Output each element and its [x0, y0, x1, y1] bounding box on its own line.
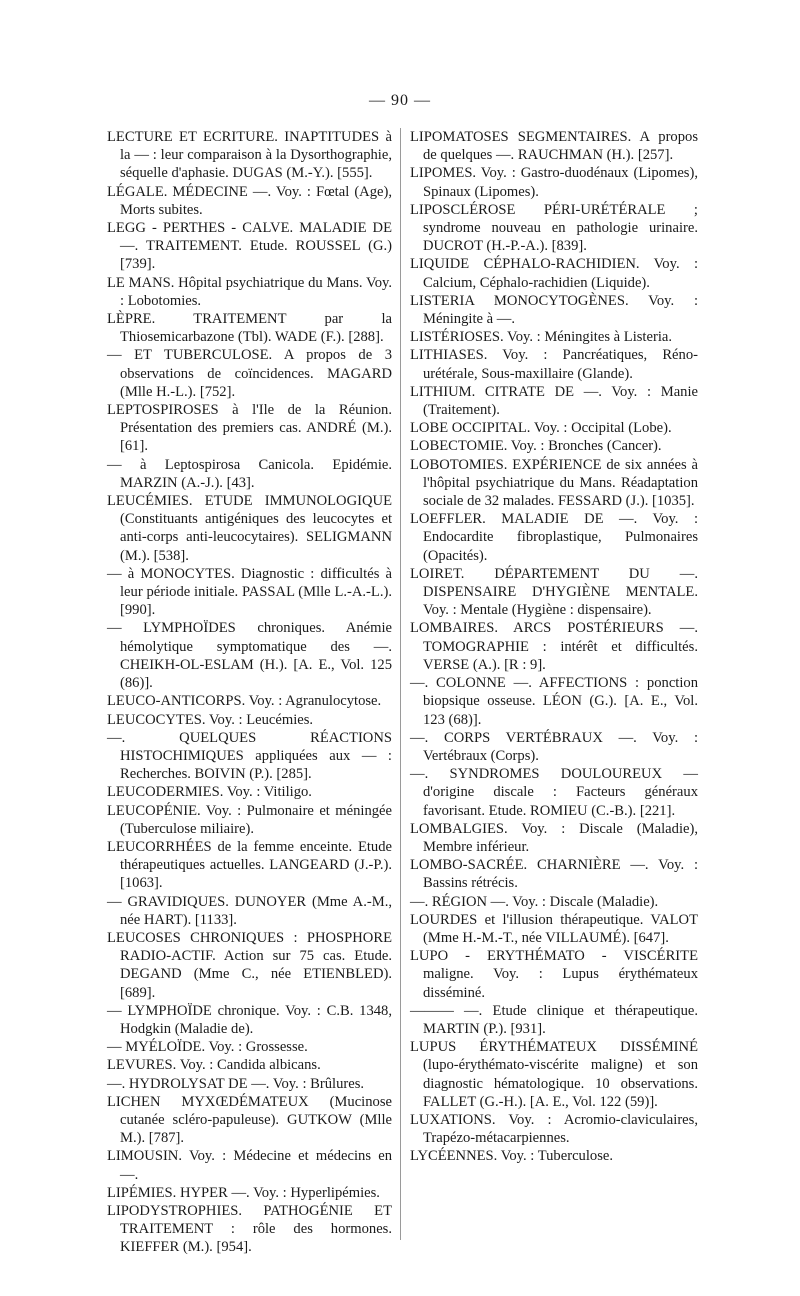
index-entry: LEPTOSPIROSES à l'Ile de la Réunion. Présentation des premiers cas. ANDRÉ (M.). [61].: [107, 402, 392, 455]
index-entry: LOMBAIRES. ARCS POSTÉRIEURS —. TOMOGRAPHIE : intérêt et difficultés. VERSE (A.). [R : 9].: [410, 620, 698, 673]
index-entry: —. COLONNE —. AFFECTIONS : ponction biopsique osseuse. LÉON (G.). [A. E., Vol. 123 (68)].: [410, 675, 698, 728]
index-entry: — à MONOCYTES. Diagnostic : difficultés à leur période initiale. PASSAL (Mlle L.-A.-L.). [990].: [107, 565, 392, 619]
index-entry: LIPODYSTROPHIES. PATHOGÉNIE ET TRAITEMENT : rôle des hormones. KIEFFER (M.). [954].: [107, 1202, 392, 1256]
index-entry: LE MANS. Hôpital psychiatrique du Mans. Voy. : Lobotomies.: [107, 274, 392, 309]
index-entry: LEUCODERMIES. Voy. : Vitiligo.: [107, 784, 312, 801]
index-entry: LOEFFLER. MALADIE DE —. Voy. : Endocardite fibroplastique, Pulmonaires (Opacités).: [410, 511, 698, 564]
index-entry: —. CORPS VERTÉBRAUX —. Voy. : Vertébraux (Corps).: [410, 729, 698, 764]
index-entry: LYCÉENNES. Voy. : Tuberculose.: [410, 1148, 613, 1165]
index-entry: LIQUIDE CÉPHALO-RACHIDIEN. Voy. : Calcium, Céphalo-rachidien (Liquide).: [410, 256, 698, 291]
index-entry: LIPOSCLÉROSE PÉRI-URÉTÉRALE ; syndrome nouveau en pathologie urinaire. DUCROT (H.-P.-A.). [839].: [410, 201, 698, 255]
left-column: [107, 128, 392, 1257]
index-entry: LÈPRE. TRAITEMENT par la Thiosemicarbazone (Tbl). WADE (F.). [288].: [107, 311, 392, 346]
index-entry: LOBE OCCIPITAL. Voy. : Occipital (Lobe).: [410, 420, 672, 437]
index-entry: ——— —. Etude clinique et thérapeutique. MARTIN (P.). [931].: [410, 1002, 698, 1037]
index-entry: —. SYNDROMES DOULOUREUX — d'origine discale : Facteurs généraux favorisant. Etude. ROMIEU (C.-B.). [221].: [410, 766, 698, 819]
index-entry: —. QUELQUES RÉACTIONS HISTOCHIMIQUES appliquées aux — : Recherches. BOIVIN (P.). [285].: [107, 729, 392, 783]
index-entry: LECTURE ET ECRITURE. INAPTITUDES à la — : leur comparaison à la Dysorthographie, séquelle d'aphasie. DUGAS (M.-Y.). [555].: [107, 129, 392, 182]
index-entry: LIMOUSIN. Voy. : Médecine et médecins en —.: [107, 1148, 392, 1183]
index-entry: —. RÉGION —. Voy. : Discale (Maladie).: [410, 893, 659, 910]
index-entry: — MYÉLOÏDE. Voy. : Grossesse.: [107, 1039, 308, 1056]
index-entry: — ET TUBERCULOSE. A propos de 3 observations de coïncidences. MAGARD (Mlle H.-L.). [752].: [107, 347, 392, 400]
index-entry: — LYMPHOÏDES chroniques. Anémie hémolytique symptomatique des —. CHEIKH-OL-ESLAM (H.). [A. E., Vol. 125 (86)].: [107, 620, 392, 692]
index-entry: LIPOMATOSES SEGMENTAIRES. A propos de quelques —. RAUCHMAN (H.). [257].: [410, 129, 698, 164]
column-divider: [400, 128, 401, 1240]
index-entry: LOBOTOMIES. EXPÉRIENCE de six années à l'hôpital psychiatrique du Mans. Réadaptation sociale de 32 malades. FESSARD (J.). [1035].: [410, 456, 698, 510]
index-entry: — LYMPHOÏDE chronique. Voy. : C.B. 1348, Hodgkin (Maladie de).: [107, 1002, 392, 1037]
index-entry: — à Leptospirosa Canicola. Epidémie. MARZIN (A.-J.). [43].: [107, 456, 392, 491]
index-entry: LEGG - PERTHES - CALVE. MALADIE DE —. TRAITEMENT. Etude. ROUSSEL (G.) [739].: [107, 220, 392, 273]
index-entry: LUXATIONS. Voy. : Acromio-claviculaires, Trapézo-métacarpiennes.: [410, 1111, 698, 1147]
index-entry: LIPÉMIES. HYPER —. Voy. : Hyperlipémies.: [107, 1184, 380, 1201]
index-entry: LUPO - ERYTHÉMATO - VISCÉRITE maligne. Voy. : Lupus érythémateux disséminé.: [410, 948, 698, 1001]
index-entry: LOMBALGIES. Voy. : Discale (Maladie), Membre inférieur.: [410, 820, 698, 855]
index-entry: —. HYDROLYSAT DE —. Voy. : Brûlures.: [107, 1075, 365, 1092]
index-entry: LISTÉRIOSES. Voy. : Méningites à Listeria.: [410, 329, 672, 346]
page-number: — 90 —: [369, 92, 431, 109]
right-column: [410, 128, 698, 1166]
index-entry: LOIRET. DÉPARTEMENT DU —. DISPENSAIRE D'HYGIÈNE MENTALE. Voy. : Mentale (Hygiène : dispensaire).: [410, 565, 698, 619]
index-entry: LICHEN MYXŒDÉMATEUX (Mucinose cutanée scléro-papuleuse). GUTKOW (Mlle M.). [787].: [107, 1093, 392, 1147]
index-entry: — GRAVIDIQUES. DUNOYER (Mme A.-M., née HART). [1133].: [107, 893, 392, 928]
index-entry: LITHIASES. Voy. : Pancréatiques, Réno-urétérale, Sous-maxillaire (Glande).: [410, 347, 698, 382]
index-entry: LISTERIA MONOCYTOGÈNES. Voy. : Méningite à —.: [410, 292, 698, 328]
index-entry: LEUCOSES CHRONIQUES : PHOSPHORE RADIO-ACTIF. Action sur 75 cas. Etude. DEGAND (Mme C., née ETIENBLED). [689].: [107, 929, 392, 1001]
index-entry: LITHIUM. CITRATE DE —. Voy. : Manie (Traitement).: [410, 383, 698, 419]
index-entry: LEVURES. Voy. : Candida albicans.: [107, 1057, 321, 1074]
index-entry: LEUCORRHÉES de la femme enceinte. Etude thérapeutiques actuelles. LANGEARD (J.-P.). [1063].: [107, 838, 392, 892]
index-entry: LOBECTOMIE. Voy. : Bronches (Cancer).: [410, 438, 662, 455]
index-entry: LIPOMES. Voy. : Gastro-duodénaux (Lipomes), Spinaux (Lipomes).: [410, 165, 698, 200]
index-entry: LEUCOPÉNIE. Voy. : Pulmonaire et méningée (Tuberculose miliaire).: [107, 802, 392, 837]
index-entry: LOURDES et l'illusion thérapeutique. VALOT (Mme H.-M.-T., née VILLAUMÉ). [647].: [410, 911, 698, 946]
index-entry: LUPUS ÉRYTHÉMATEUX DISSÉMINÉ (lupo-érythémato-viscérite maligne) et son diagnostic hématologique. 10 observations. FALLET (G.-H.). [A. E., Vol. 122 (59)].: [410, 1039, 698, 1110]
index-entry: LEUCÉMIES. ETUDE IMMUNOLOGIQUE (Constituants antigéniques des leucocytes et anti-corps anti-leucocytaires). SELIGMANN (M.). [538].: [107, 493, 392, 564]
index-entry: LEUCO-ANTICORPS. Voy. : Agranulocytose.: [107, 693, 382, 710]
index-entry: LOMBO-SACRÉE. CHARNIÈRE —. Voy. : Bassins rétrécis.: [410, 857, 698, 892]
index-entry: LEUCOCYTES. Voy. : Leucémies.: [107, 711, 314, 728]
index-entry: LÉGALE. MÉDECINE —. Voy. : Fœtal (Age), Morts subites.: [107, 183, 392, 218]
